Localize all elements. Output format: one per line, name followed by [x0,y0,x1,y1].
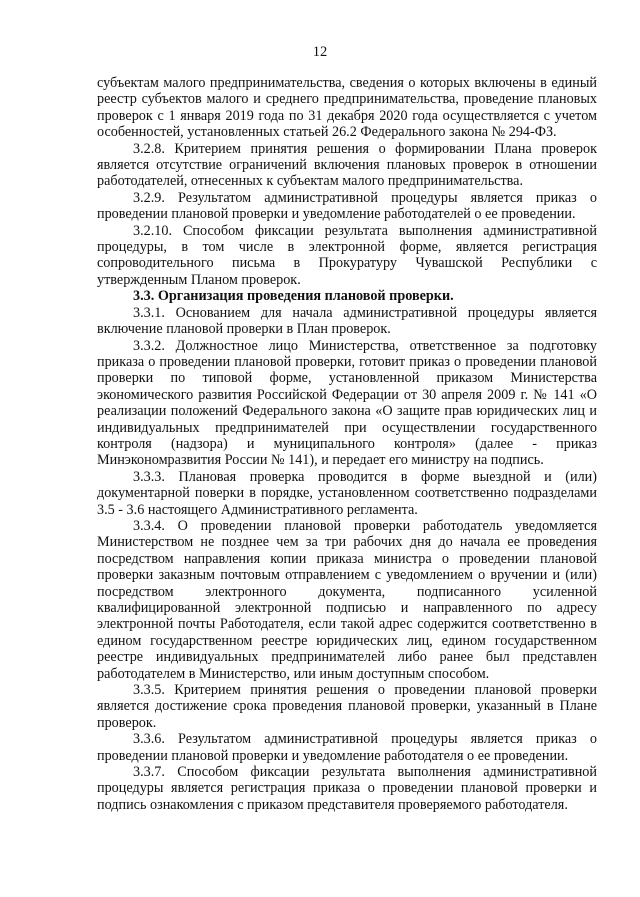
paragraph-3-3-3: 3.3.3. Плановая проверка проводится в форме выездной и (или) документарной поверки в порядке, установленном соответственно подразделами 3.5 - 3.6 настоящего Административного регламента. [97,468,597,518]
page-number: 12 [312,44,328,60]
section-heading-3-3: 3.3. Организация проведения плановой проверки. [133,288,454,305]
paragraph-3-3-7: 3.3.7. Способом фиксации результата выполнения административной процедуры является регистрация приказа о проведении плановой проверки и подпись ознакомления с приказом представителя проверяемого работодателя. [97,764,597,813]
paragraph-3-2-10: 3.2.10. Способом фиксации результата выполнения административной процедуры, в том числе в электронной форме, является регистрация сопроводительного письма в Прокуратуру Чувашской Республики с утвержденным Планом проверок. [97,222,597,288]
paragraph-3-3-1: 3.3.1. Основанием для начала административной процедуры является включение плановой проверки в План проверок. [97,304,597,338]
paragraph-3-3-2: 3.3.2. Должностное лицо Министерства, ответственное за подготовку приказа о проведении плановой проверки, готовит приказ о проведении плановой проверки по типовой форме, установленной приказом Министерства экономического развития Российской Федерации от 30 апреля 2009 г. № 141 «О реализации положений Федерального закона «О защите прав юридических лиц и индивидуальных предпринимателей при осуществлении государственного контроля (надзора) и муниципального контроля» (далее - приказ Минэкономразвития России № 141), и передает его министру на подпись. [97,337,597,469]
paragraph-3-3-4: 3.3.4. О проведении плановой проверки работодатель уведомляется Министерством не позднее чем за три рабочих дня до начала ее проведения посредством направления копии приказа министра о проведении плановой проверки заказным почтовым отправлением с уведомлением о вручении и (или) посредством электронного документа, подписанного усиленной квалифицированной электронной подписью и направленного по адресу электронной почты Работодателя, если такой адрес содержится соответственно в едином государственном реестре юридических лиц, едином государственном реестре индивидуальных предпринимателей либо ранее был представлен работодателем в Министерство, или иным доступным способом. [97,517,597,682]
paragraph-3-3-6: 3.3.6. Результатом административной процедуры является приказ о проведении плановой проверки и уведомление работодателя о ее проведении. [97,731,597,764]
paragraph-3-2-8: 3.2.8. Критерием принятия решения о формировании Плана проверок является отсутствие ограничений включения плановых проверок в отношении работодателей, отнесенных к субъектам малого предпринимательства. [97,140,597,190]
paragraph-3-2-9: 3.2.9. Результатом административной процедуры является приказ о проведении плановой проверки и уведомление работодателей о ее проведении. [97,189,597,223]
document-body [97,75,597,813]
paragraph-3-3-5: 3.3.5. Критерием принятия решения о проведении плановой проверки является достижение срока проведения плановой проверки, указанный в Плане проверок. [97,682,597,731]
paragraph-continuation: субъектам малого предпринимательства, сведения о которых включены в единый реестр субъектов малого и среднего предпринимательства, проведение плановых проверок с 1 января 2019 года по 31 декабря 2020 года осуществляется с учетом особенностей, установленных статьей 26.2 Федерального закона № 294-ФЗ. [97,75,597,141]
